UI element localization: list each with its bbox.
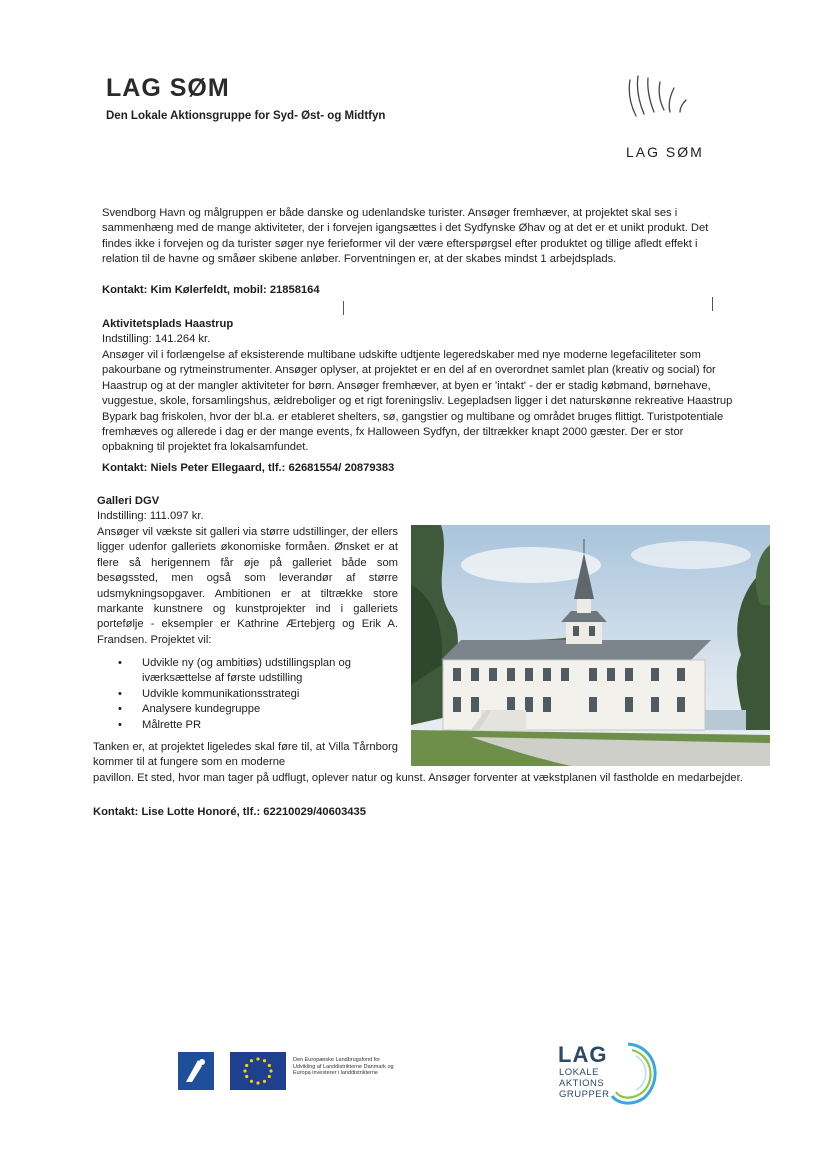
amount-haastrup: Indstilling: 141.264 kr. xyxy=(102,333,211,345)
header-logo-text: LAG SØM xyxy=(626,144,704,160)
organization-title: LAG SØM xyxy=(106,74,230,102)
closing-text-a: Tanken er, at projektet ligeledes skal føre til, at Villa Tårnborg kommer til at fungere som en moderne xyxy=(93,741,398,769)
section-heading-haastrup: Aktivitetsplads Haastrup xyxy=(102,318,234,330)
list-item xyxy=(118,702,408,717)
contact-line-1: Kontakt: Kim Kølerfeldt, mobil: 21858164 xyxy=(102,284,320,296)
bullet-symbol: • xyxy=(118,718,122,731)
amount-galleri: Indstilling: 111.097 kr. xyxy=(97,510,204,522)
lag-footer-line-1: LOKALE xyxy=(559,1067,599,1078)
body-haastrup: Ansøger vil i forlængelse af eksisterende multibane udskifte udtjente legeredskaber med nye moderne legefaciliteter som pakourbane og rytmeinstrumenter. Ansøger oplyser, at projektet er en del af en overordnet samlet plan (kreativ og social) for Haastrup og at der mangler aktiviteter for børn. Ansøger fremhæver, at byen er 'intakt' - der er stadig købmand, børnehave, vuggestue, skole, forsamlingshus, ældreboliger og et rigt foreningsliv. Legepladsen ligger i det naturskønne rekreative Haastrup Bypark bag friskolen, hvor der bl.a. er etableret shelters, sø, gangstier og multibane og området bruges flittigt. Turistpotentiale fremhæves og allerede i dag er der mange events, fx Halloween Sydfyn, der tiltrækker knapt 2000 gæster. Der er stor opbakning til projektet fra lokalsamfundet. xyxy=(102,349,733,454)
project-bullet-list xyxy=(118,656,408,733)
list-item-text: Udvikle ny (og ambitiøs) udstillingsplan og iværksættelse af første udstilling xyxy=(142,657,351,685)
contact-line-3: Kontakt: Lise Lotte Honoré, tlf.: 62210029/40603435 xyxy=(93,806,366,818)
body-galleri: Ansøger vil vækste sit galleri via større udstillinger, der ellers ligger udenfor galleriets økonomiske formåen. Ønsket er at flere så herigennem får øje på galleriet både som besøgssted, men også som leverandør af større udsmykningsopgaver. Ambitionen er at tiltrække store markante kunstnere og kunstprojekter ind i galleriets portefølje - eksempler er Kathrine Ærtebjerg og Erik A. Frandsen. Projektet vil: xyxy=(97,526,398,646)
list-item xyxy=(118,656,408,687)
villa-tarnborg-photo xyxy=(411,525,770,766)
scan-mark xyxy=(712,297,713,311)
organization-subtitle: Den Lokale Aktionsgruppe for Syd- Øst- og Midtfyn xyxy=(106,110,386,122)
bullet-symbol: • xyxy=(118,687,122,700)
lag-footer-line-2: AKTIONS xyxy=(559,1078,605,1089)
list-item-text: Udvikle kommunikationsstrategi xyxy=(142,687,300,700)
intro-paragraph: Svendborg Havn og målgruppen er både danske og udenlandske turister. Ansøger fremhæver, at projektet skal ses i sammenhæng med de mange aktiviteter, der i forvejen igangsættes i det Sydfynske Øhav og at det er et unikt produkt. Det findes ikke i forvejen og da turister søger nye ferieformer vil der være efterspørgsel efter produktet og tillige afledt effekt i relation til de havne og småøer skibene anløber. Forventningen er, at der skabes mindst 1 arbejdsplads. xyxy=(102,207,709,266)
contact-line-2: Kontakt: Niels Peter Ellegaard, tlf.: 62681554/ 20879383 xyxy=(102,462,395,474)
bullet-symbol: • xyxy=(118,703,122,716)
lag-footer-title: LAG xyxy=(558,1042,608,1067)
list-item xyxy=(118,718,408,733)
eu-fund-text: Den Europæiske Landbrugsfond for Udvikling af Landdistrikterne Danmark og Europa investerer i landdistrikterne xyxy=(293,1057,394,1077)
bullet-symbol: • xyxy=(118,657,122,669)
scan-mark xyxy=(343,301,344,315)
leader-logo-icon xyxy=(178,1052,214,1090)
list-item-text: Målrette PR xyxy=(142,718,202,731)
section-heading-galleri: Galleri DGV xyxy=(97,495,160,507)
eu-flag-icon xyxy=(230,1052,286,1090)
list-item xyxy=(118,687,408,702)
lag-footer-line-3: GRUPPER xyxy=(559,1089,610,1100)
closing-text-b: pavillon. Et sted, hvor man tager på udflugt, oplever natur og kunst. Ansøger forventer at vækstplanen vil fastholde en medarbejder. xyxy=(93,772,743,784)
list-item-text: Analysere kundegruppe xyxy=(142,703,261,716)
